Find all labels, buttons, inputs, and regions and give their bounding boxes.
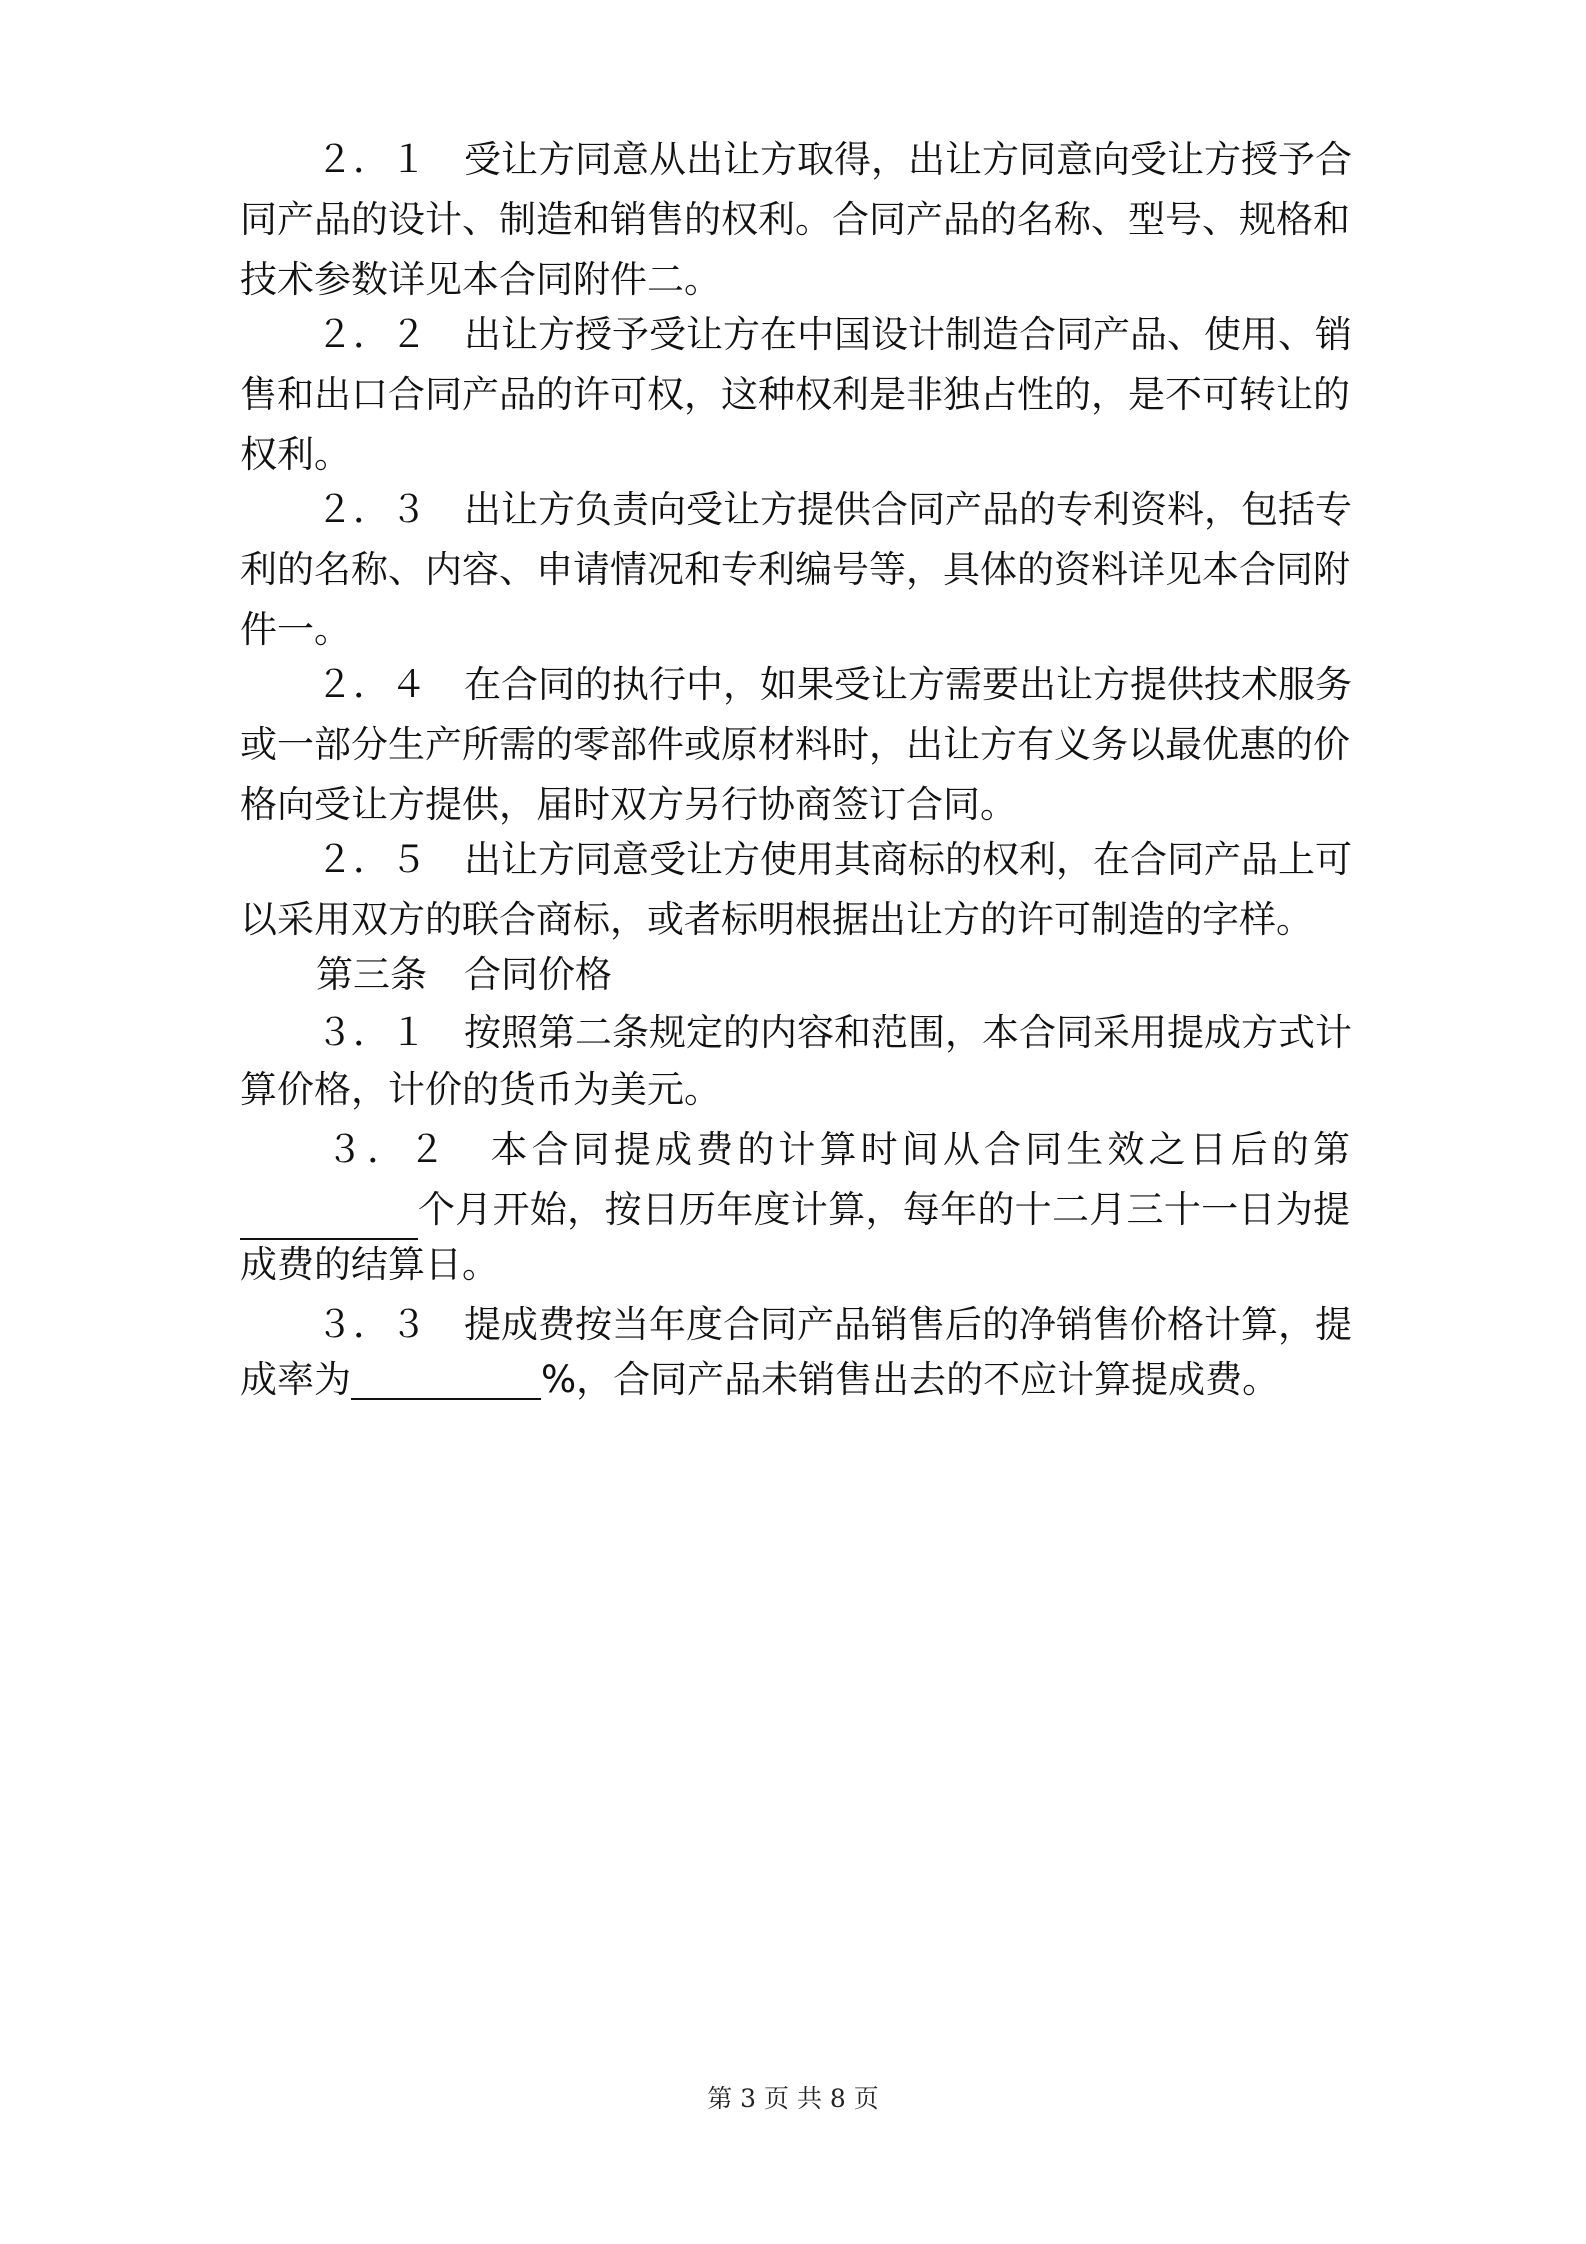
paragraph-2-1-line-2: 同产品的设计、制造和销售的权利。合同产品的名称、型号、规格和 (240, 198, 1350, 241)
paragraph-3-3-line-2 (240, 1350, 1350, 1410)
paragraph-3-2-line-2-text: 个月开始，按日历年度计算，每年的十二月三十一日为提 (418, 1188, 1350, 1231)
paragraph-3-2-line-3: 成费的结算日。 (240, 1243, 499, 1286)
paragraph-3-2-line-1: ３．２ 本合同提成费的计算时间从合同生效之日后的第 (326, 1128, 1350, 1171)
paragraph-3-3-line-1: ３．３ 提成费按当年度合同产品销售后的净销售价格计算，提 (316, 1303, 1352, 1346)
paragraph-2-3-line-3: 件一。 (240, 608, 351, 651)
page-footer: 第 3 页 共 8 页 (707, 2084, 879, 2113)
royalty-rate-tail: %，合同产品未销售出去的不应计算提成费。 (541, 1358, 1280, 1401)
paragraph-2-5-line-1: ２．５ 出让方同意受让方使用其商标的权利，在合同产品上可 (316, 838, 1352, 881)
paragraph-2-4-line-2: 或一部分生产所需的零部件或原材料时，出让方有义务以最优惠的价 (240, 723, 1350, 766)
paragraph-2-2-line-3: 权利。 (240, 433, 351, 476)
paragraph-2-3-line-1: ２．３ 出让方负责向受让方提供合同产品的专利资料，包括专 (316, 488, 1352, 531)
paragraph-2-2-line-2: 售和出口合同产品的许可权，这种权利是非独占性的，是不可转让的 (240, 373, 1350, 416)
paragraph-3-2-line-2 (240, 1180, 1350, 1240)
paragraph-2-5-line-2: 以采用双方的联合商标，或者标明根据出让方的许可制造的字样。 (240, 898, 1313, 941)
paragraph-2-1-line-3: 技术参数详见本合同附件二。 (240, 258, 721, 301)
paragraph-2-1-line-1: ２．１ 受让方同意从出让方取得，出让方同意向受让方授予合 (316, 138, 1352, 181)
paragraph-2-2-line-1: ２．２ 出让方授予受让方在中国设计制造合同产品、使用、销 (316, 313, 1352, 356)
paragraph-2-4-line-3: 格向受让方提供，届时双方另行协商签订合同。 (240, 783, 1017, 826)
months-blank-field[interactable] (240, 1196, 418, 1240)
section-heading-article-3: 第三条 合同价格 (316, 953, 612, 996)
paragraph-3-1-line-1: ３．１ 按照第二条规定的内容和范围，本合同采用提成方式计 (316, 1011, 1352, 1054)
paragraph-3-1-line-2: 算价格，计价的货币为美元。 (240, 1068, 721, 1111)
royalty-rate-blank-field[interactable] (351, 1356, 541, 1400)
paragraph-2-3-line-2: 利的名称、内容、申请情况和专利编号等，具体的资料详见本合同附 (240, 548, 1350, 591)
royalty-rate-label: 成率为 (240, 1358, 351, 1401)
paragraph-2-4-line-1: ２．４ 在合同的执行中，如果受让方需要出让方提供技术服务 (316, 663, 1352, 706)
